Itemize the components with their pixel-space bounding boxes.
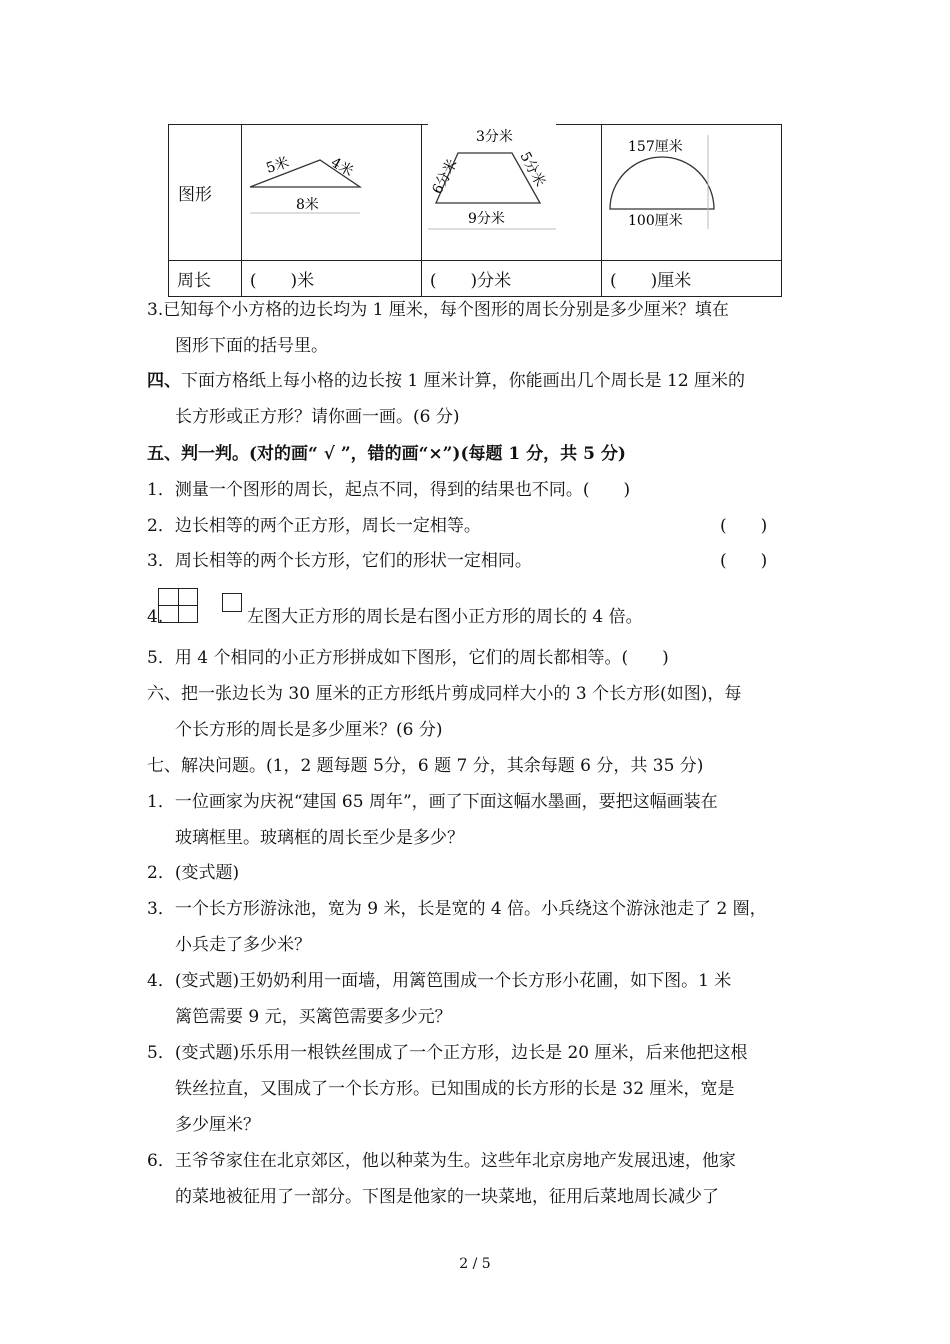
section7-title: 七、解决问题。(1，2 题每题 5分，6 题 7 分，其余每题 6 分，共 35 分) bbox=[147, 756, 704, 776]
shapes-table bbox=[168, 124, 782, 297]
judge-item-4: 左图大正方形的周长是右图小正方形的周长的 4 倍。 bbox=[247, 607, 643, 627]
answer-blank-1[interactable]: ( )米 bbox=[241, 261, 421, 297]
judge-item-5: 5．用 4 个相同的小正方形拼成如下图形，它们的周长都相等。( ) bbox=[147, 648, 669, 668]
section4-line2: 长方形或正方形？请你画一画。(6 分) bbox=[175, 407, 460, 427]
q3-line2: 图形下面的括号里。 bbox=[175, 336, 328, 356]
row-label-perimeter: 周长 bbox=[169, 261, 242, 297]
answer-blank-3[interactable]: ( )厘米 bbox=[601, 261, 781, 297]
problem-4-line1: 4．(变式题)王奶奶利用一面墙，用篱笆围成一个长方形小花圃，如下图。1 米 bbox=[147, 971, 732, 991]
answer-blank-2[interactable]: ( )分米 bbox=[421, 261, 601, 297]
row-label-shape: 图形 bbox=[169, 125, 242, 261]
trap-left-label: 6分米 bbox=[429, 156, 461, 197]
triangle-figure bbox=[242, 125, 424, 260]
judge-item-2: 2．边长相等的两个正方形，周长一定相等。 bbox=[147, 516, 481, 536]
tri-base-label: 8米 bbox=[295, 197, 319, 213]
semi-base-label: 100厘米 bbox=[627, 213, 683, 229]
problem-1-line1: 1．一位画家为庆祝“建国 65 周年”，画了下面这幅水墨画，要把这幅画装在 bbox=[147, 792, 718, 812]
section4-text: 下面方格纸上每小格的边长按 1 厘米计算，你能画出几个周长是 12 厘米的 bbox=[181, 371, 746, 391]
problem-5-line2: 铁丝拉直，又围成了一个长方形。已知围成的长方形的长是 32 厘米，宽是 bbox=[175, 1079, 735, 1099]
judge-item-1: 1．测量一个图形的周长，起点不同，得到的结果也不同。( ) bbox=[147, 480, 631, 500]
big-square-grid bbox=[158, 588, 198, 623]
trap-base-label: 9分米 bbox=[467, 211, 505, 227]
semi-arc-label: 157厘米 bbox=[627, 139, 683, 155]
problem-3-line2: 小兵走了多少米？ bbox=[175, 935, 311, 955]
trapezoid-figure bbox=[422, 125, 604, 260]
problem-3-line1: 3．一个长方形游泳池，宽为 9 米，长是宽的 4 倍。小兵绕这个游泳池走了 2 圈， bbox=[147, 899, 767, 919]
tri-left-label: 5米 bbox=[264, 154, 291, 177]
problem-5-line3: 多少厘米？ bbox=[175, 1115, 260, 1135]
section6-line2: 个长方形的周长是多少厘米？(6 分) bbox=[175, 720, 443, 740]
problem-6-line2: 的菜地被征用了一部分。下图是他家的一块菜地，征用后菜地周长减少了 bbox=[175, 1187, 719, 1207]
problem-5-line1: 5．(变式题)乐乐用一根铁丝围成了一个正方形，边长是 20 厘米，后来他把这根 bbox=[147, 1043, 748, 1063]
problem-6-line1: 6．王爷爷家住在北京郊区，他以种菜为生。这些年北京房地产发展迅速，他家 bbox=[147, 1151, 736, 1171]
triangle-cell bbox=[241, 125, 421, 261]
problem-4-line2: 篱笆需要 9 元，买篱笆需要多少元？ bbox=[175, 1007, 452, 1027]
trap-top-label: 3分米 bbox=[475, 129, 513, 145]
trap-right-label: 5分米 bbox=[516, 149, 548, 190]
section4-line1 bbox=[147, 370, 745, 392]
judge-bracket-2[interactable]: ( ) bbox=[720, 516, 768, 536]
section4-number: 四、 bbox=[147, 371, 181, 391]
small-square bbox=[222, 593, 242, 612]
semicircle-figure bbox=[602, 125, 784, 260]
problem-2: 2．(变式题) bbox=[147, 863, 240, 883]
trapezoid-cell bbox=[421, 125, 601, 261]
semicircle-cell bbox=[601, 125, 781, 261]
section5-title: 五、判一判。(对的画“ √ ”，错的画“×”)(每题 1 分，共 5 分) bbox=[147, 444, 626, 464]
judge-bracket-3[interactable]: ( ) bbox=[720, 551, 768, 571]
judge-item-4-number: 4. bbox=[147, 607, 164, 627]
page-number: 2 / 5 bbox=[459, 1256, 491, 1272]
section6-line1: 六、把一张边长为 30 厘米的正方形纸片剪成同样大小的 3 个长方形(如图)，每 bbox=[147, 684, 742, 704]
q3-line1: 3.已知每个小方格的边长均为 1 厘米，每个图形的周长分别是多少厘米？填在 bbox=[147, 300, 729, 320]
tri-right-label: 4米 bbox=[327, 154, 356, 180]
judge-item-3: 3．周长相等的两个长方形，它们的形状一定相同。 bbox=[147, 551, 532, 571]
problem-1-line2: 玻璃框里。玻璃框的周长至少是多少？ bbox=[175, 828, 464, 848]
